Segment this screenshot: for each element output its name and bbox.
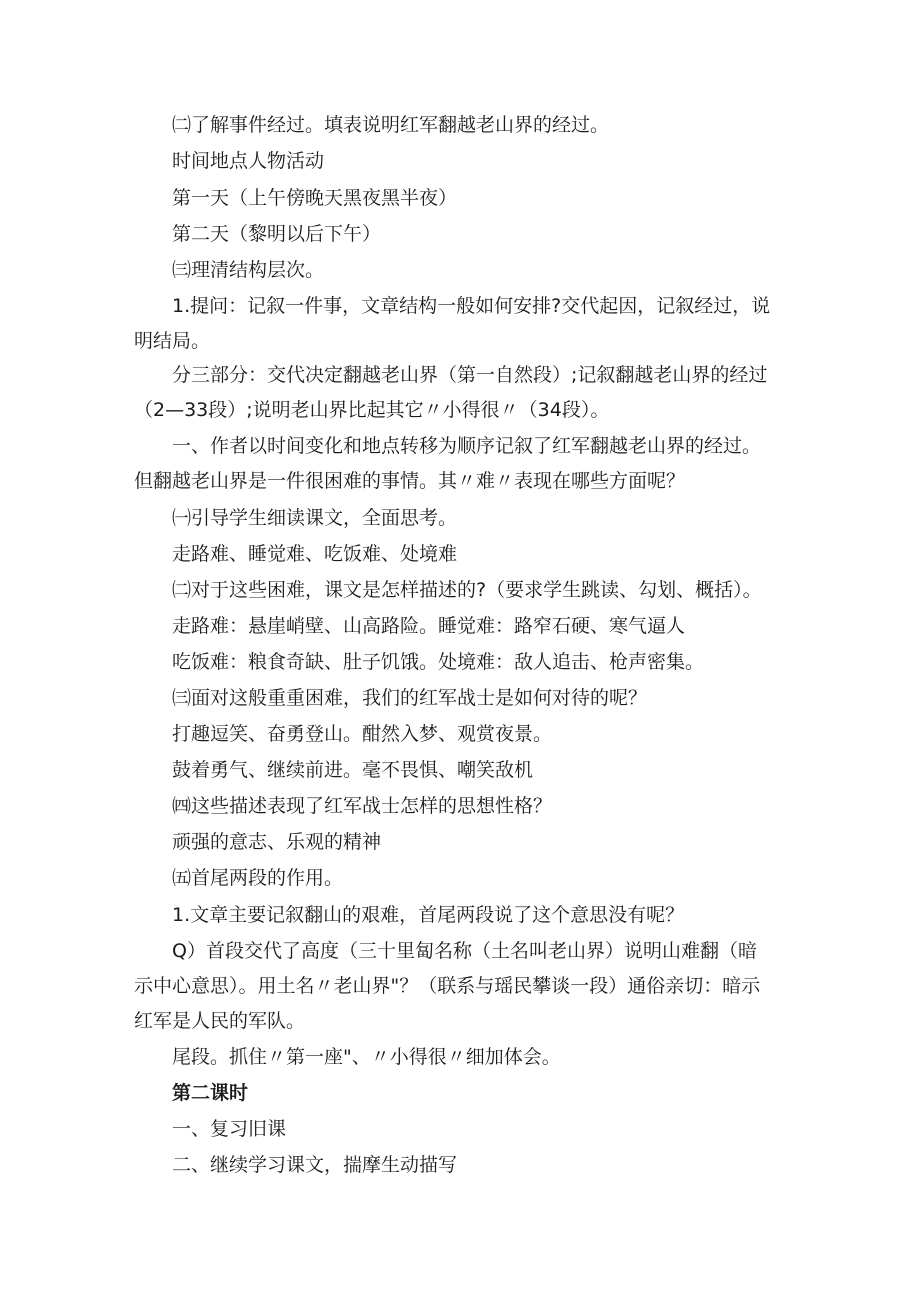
text-line-10: 一、作者以时间变化和地点转移为顺序记叙了红军翻越老山界的经过。 [172, 435, 762, 457]
text-line-4: 第二天（黎明以后下午） [172, 223, 382, 245]
text-line-23: 1.文章主要记叙翻山的艰难，首尾两段说了这个意思没有呢？ [172, 904, 685, 926]
text-line-2: 时间地点人物活动 [172, 150, 325, 172]
text-line-14: ㈡对于这些困难，课文是怎样描述的?（要求学生跳读、勾划、概括）。 [172, 579, 762, 601]
text-line-7: 明结局。 [134, 330, 211, 352]
text-line-24: Q）首段交代了高度（三十里匐名称（土名叫老山界）说明山难翻（暗 [172, 940, 757, 962]
text-line-17: ㈢面对这般重重困难，我们的红军战士是如何对待的呢？ [172, 687, 648, 709]
text-line-6: 1.提问：记叙一件事，文章结构一般如何安排?交代起因，记叙经过，说 [172, 295, 771, 317]
text-line-1: ㈡了解事件经过。填表说明红军翻越老山界的经过。 [172, 114, 610, 136]
text-line-16: 吃饭难：粮食奇缺、肚子饥饿。处境难：敌人追击、枪声密集。 [172, 651, 705, 673]
text-line-5: ㈢理清结构层次。 [172, 259, 325, 281]
text-line-8: 分三部分：交代决定翻越老山界（第一自然段）;记叙翻越老山界的经过 [172, 364, 768, 386]
section-heading: 第二课时 [172, 1082, 249, 1104]
text-line-9: （2—33段）;说明老山界比起其它〃小得很〃（34段）。 [134, 399, 610, 421]
text-line-27: 尾段。抓住〃第一座"、〃小得很〃细加体会。 [172, 1046, 561, 1068]
text-line-22: ㈤首尾两段的作用。 [172, 867, 344, 889]
text-line-29: 一、复习旧课 [172, 1118, 287, 1140]
text-line-18: 打趣逗笑、奋勇登山。酣然入梦、观赏夜景。 [172, 723, 553, 745]
text-line-21: 顽强的意志、乐观的精神 [172, 831, 382, 853]
text-line-3: 第一天（上午傍晚天黑夜黑半夜） [172, 187, 458, 209]
text-line-11: 但翻越老山界是一件很困难的事情。其〃难〃表现在哪些方面呢？ [134, 470, 686, 492]
text-line-20: ㈣这些描述表现了红军战士怎样的思想性格？ [172, 795, 553, 817]
text-line-12: ㈠引导学生细读课文，全面思考。 [172, 507, 458, 529]
text-line-30: 二、继续学习课文，揣摩生动描写 [172, 1154, 458, 1176]
text-line-25: 示中心意思）。用土名〃老山界"？（联系与瑶民攀谈一段）通俗亲切：暗示 [134, 975, 761, 997]
text-line-15: 走路难：悬崖峭壁、山高路险。睡觉难：路窄石硬、寒气逼人 [172, 615, 686, 637]
text-line-13: 走路难、睡觉难、吃饭难、处境难 [172, 543, 458, 565]
text-line-19: 鼓着勇气、继续前进。毫不畏惧、嘲笑敌机 [172, 759, 534, 781]
text-line-26: 红军是人民的军队。 [134, 1010, 306, 1032]
